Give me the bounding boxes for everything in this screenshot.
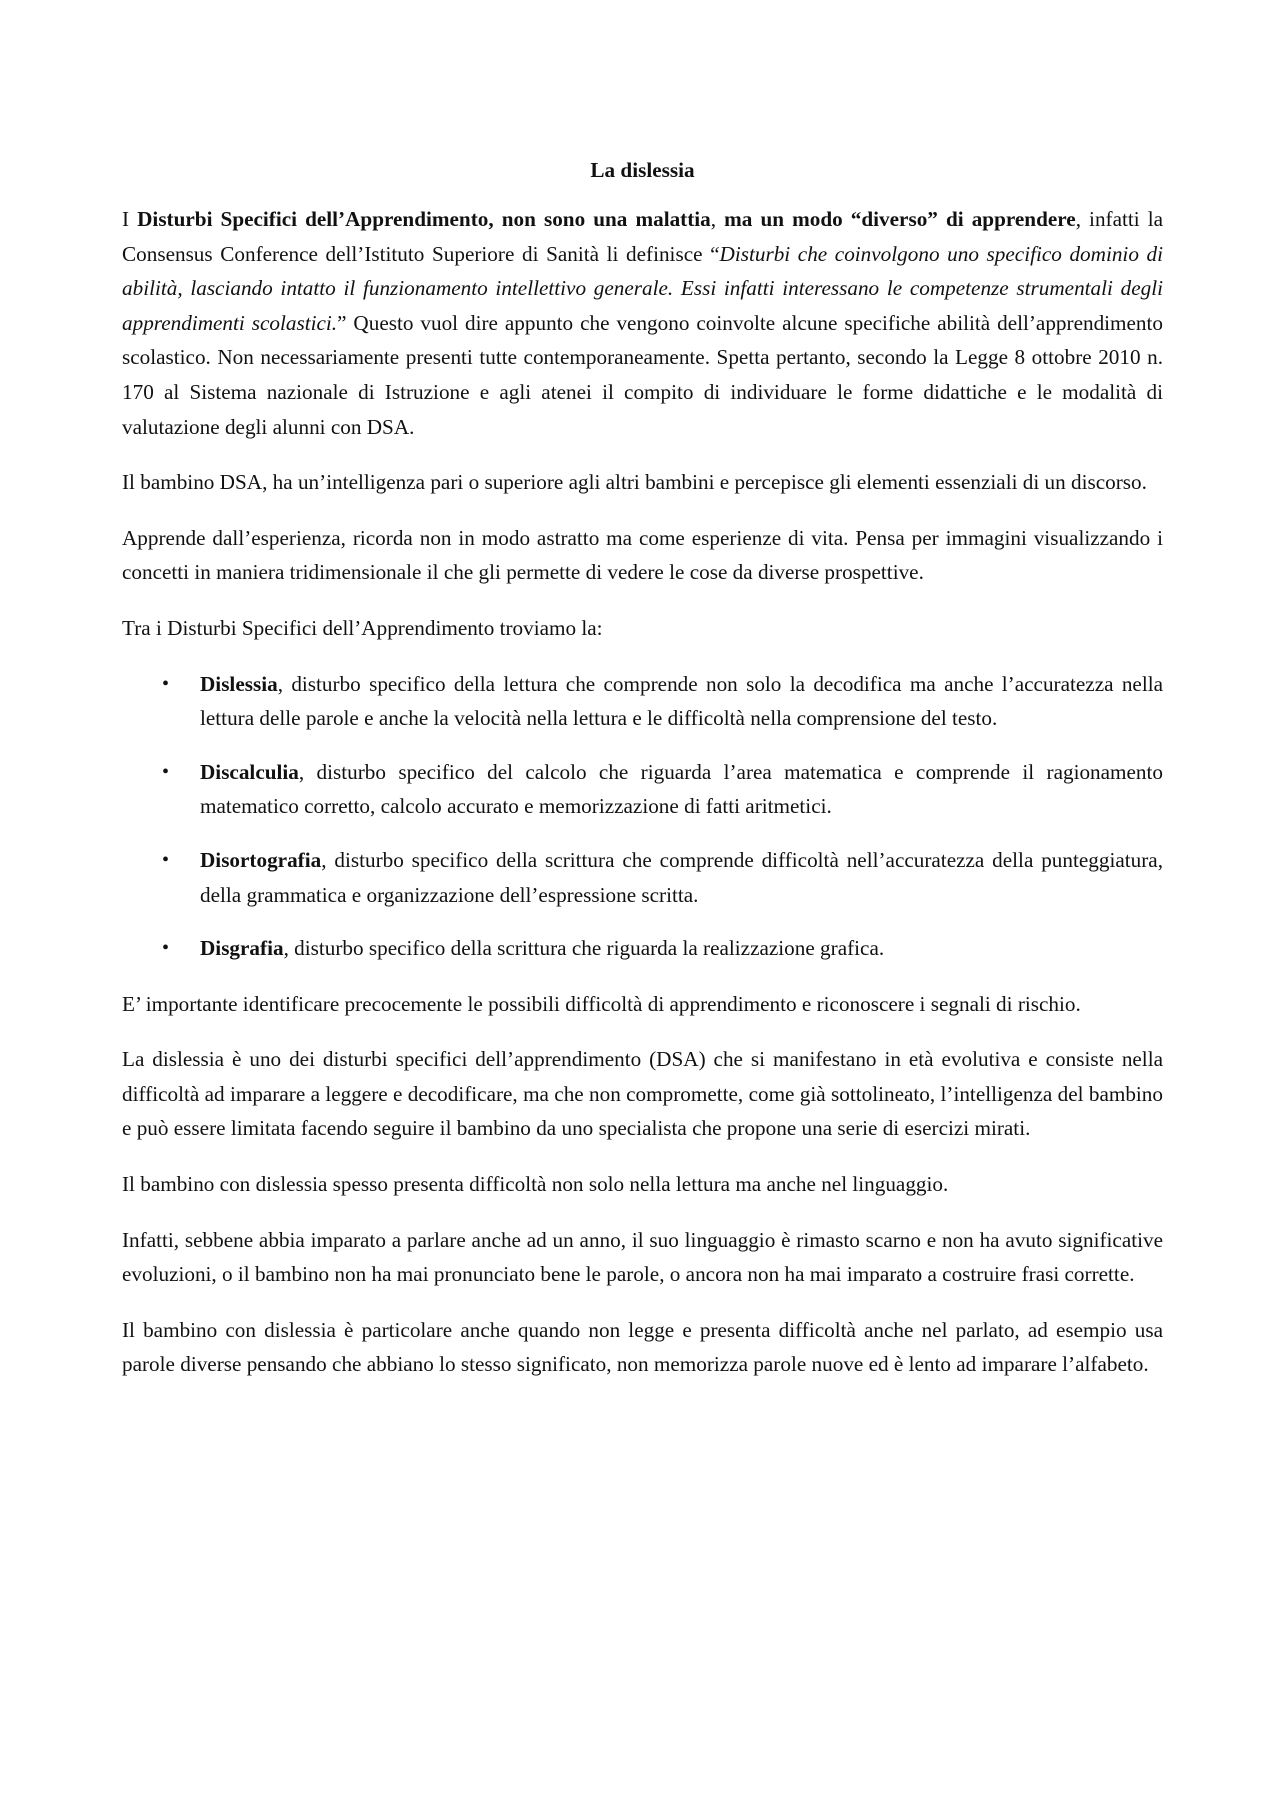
intro-paragraph: [122, 202, 1163, 444]
intro-quote: Disturbi che coinvolgono uno specifico dominio di abilità, lasciando intatto il funzionamento intellettivo generale. Essi infatti interessano le competenze strumentali degli apprendimenti scolastici.: [122, 241, 1164, 335]
list-item-text: , disturbo specifico della lettura che comprende non solo la decodifica ma anche l’accuratezza nella lettura delle parole e anche la velocità nella lettura e le difficoltà nella comprensione del testo.: [200, 671, 1163, 731]
intro-tail: ” Questo vuol dire appunto che vengono coinvolte alcune specifiche abilità dell’apprendimento scolastico. Non necessariamente presenti tutte contemporaneamente. Spetta pertanto, secondo la Legge 8 ottobre 2010 n. 170 al Sistema nazionale di Istruzione e agli atenei il compito di individuare le forme didattiche e le modalità di valutazione degli alunni con DSA.: [122, 310, 1164, 439]
list-intro: Tra i Disturbi Specifici dell’Apprendimento troviamo la:: [122, 615, 603, 640]
list-item-dislessia: [122, 667, 1163, 736]
bullet-icon: •: [162, 760, 170, 783]
dsa-list: [122, 667, 1163, 966]
intro-separator: ,: [710, 207, 725, 231]
list-item-term: Dislessia: [200, 671, 278, 696]
list-item-term: Discalculia: [200, 759, 299, 784]
list-item-text: , disturbo specifico del calcolo che riguarda l’area matematica e comprende il ragionamento matematico corretto, calcolo accurato e memorizzazione di fatti aritmetici.: [200, 759, 1163, 819]
list-item-discalculia: [122, 755, 1163, 824]
intro-middle: , infatti la Consensus Conference dell’Istituto Superiore di Sanità li definisce “: [122, 207, 1164, 266]
list-item-text: , disturbo specifico della scrittura che comprende difficoltà nell’accuratezza della punteggiatura, della grammatica e organizzazione dell’espressione scritta.: [200, 847, 1163, 907]
intro-bold-modo: ma un modo “diverso” di apprendere: [724, 207, 1076, 231]
list-item-term: Disortografia: [200, 847, 322, 872]
paragraph-language: Il bambino con dislessia spesso presenta difficoltà non solo nella lettura ma anche nel linguaggio.: [122, 1172, 949, 1197]
list-item-disortografia: [122, 843, 1163, 912]
paragraph-dyslexia: La dislessia è uno dei disturbi specifici dell’apprendimento (DSA) che si manifestano in età evolutiva e consiste nella difficoltà ad imparare a leggere e decodificare, ma che non compromette, come già sottolineato, l’intelligenza del bambino e può essere limitata facendo seguire il bambino da uno specialista che propone una serie di esercizi mirati.: [122, 1047, 1163, 1141]
intro-lead: I: [122, 207, 138, 231]
paragraph-speech: Infatti, sebbene abbia imparato a parlare anche ad un anno, il suo linguaggio è rimasto scarno e non ha avuto significative evoluzioni, o il bambino non ha mai pronunciato bene le parole, o ancora non ha mai imparato a costruire frasi corrette.: [122, 1227, 1163, 1287]
paragraph-experience: Apprende dall’esperienza, ricorda non in modo astratto ma come esperienze di vita. Pensa per immagini visualizzando i concetti in maniera tridimensionale il che gli permette di vedere le cose da diverse prospettive.: [122, 525, 1163, 585]
bullet-icon: •: [162, 848, 170, 871]
bullet-icon: •: [162, 672, 170, 695]
paragraph-identify: E’ importante identificare precocemente le possibili difficoltà di apprendimento e riconoscere i segnali di rischio.: [122, 991, 1081, 1016]
list-item-disgrafia: [122, 931, 1163, 966]
list-item-text: , disturbo specifico della scrittura che riguarda la realizzazione grafica.: [283, 936, 885, 961]
paragraph-intelligence: Il bambino DSA, ha un’intelligenza pari o superiore agli altri bambini e percepisce gli elementi essenziali di un discorso.: [122, 470, 1147, 495]
paragraph-particular: Il bambino con dislessia è particolare anche quando non legge e presenta difficoltà anche nel parlato, ad esempio usa parole diverse pensando che abbiano lo stesso significato, non memorizza parole nuove ed è lento ad imparare l’alfabeto.: [122, 1317, 1163, 1377]
document-title: La dislessia: [590, 158, 695, 182]
bullet-icon: •: [162, 937, 170, 960]
intro-bold-dsa: Disturbi Specifici dell’Apprendimento, non sono una malattia: [137, 207, 711, 231]
list-item-term: Disgrafia: [200, 936, 284, 961]
